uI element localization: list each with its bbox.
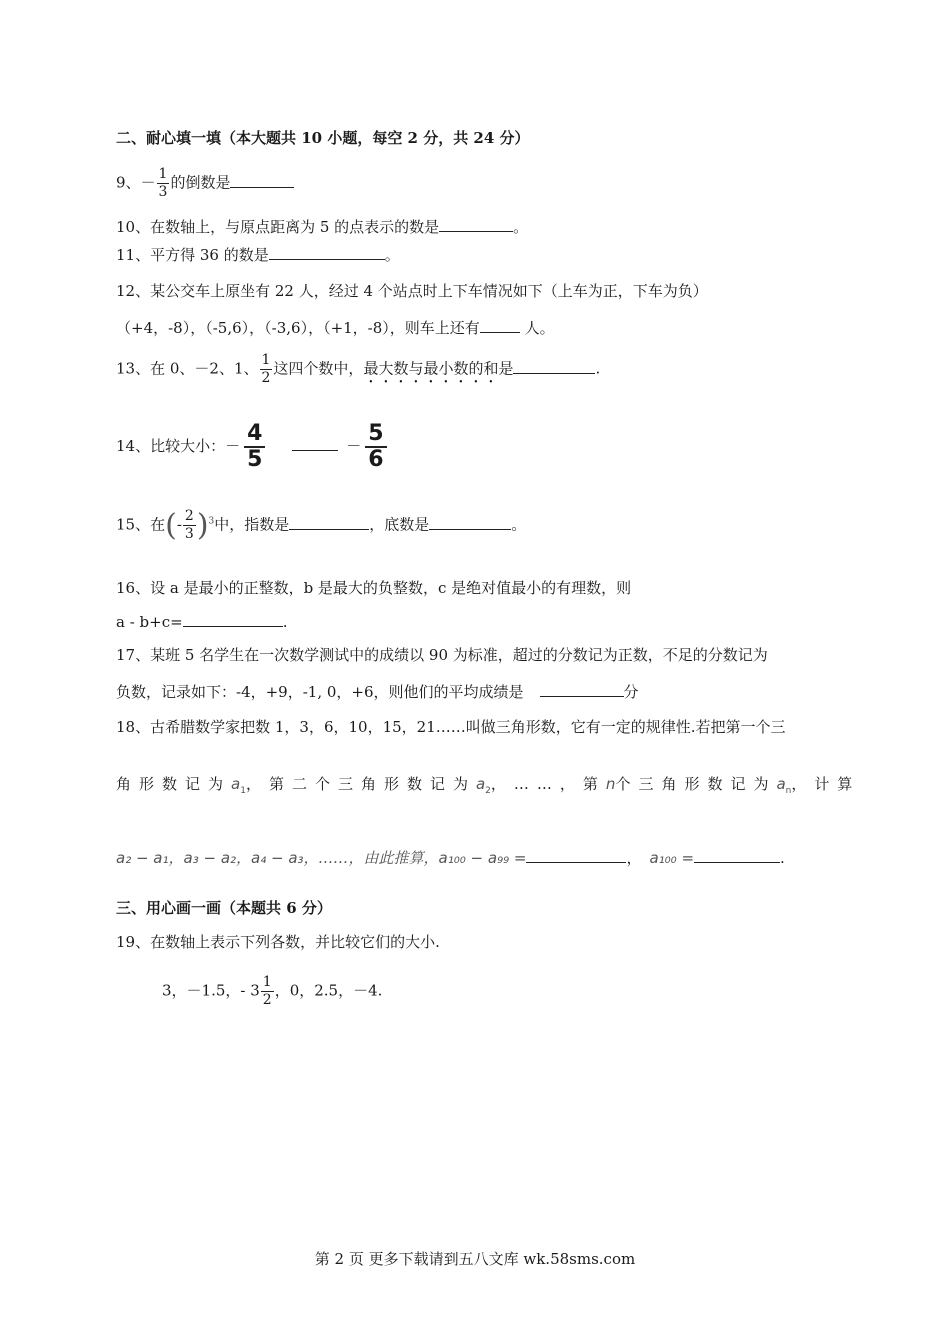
q13-emphasis: 最大数与最小数的和 bbox=[363, 359, 499, 378]
q9-denominator: 3 bbox=[158, 184, 168, 200]
q16-answer-blank[interactable] bbox=[183, 612, 283, 627]
q17-records: 负数，记录如下：-4，+9，-1, 0，+6，则他们的平均成绩是 bbox=[116, 683, 524, 701]
q13-text: 这四个数中， bbox=[273, 359, 364, 378]
q18-an-sub: n bbox=[785, 786, 792, 796]
question-19: 19、在数轴上表示下列各数，并比较它们的大小. bbox=[116, 933, 440, 951]
question-18-line-3 bbox=[116, 848, 785, 868]
q19-numerator: 1 bbox=[262, 974, 272, 990]
q12-end: 人。 bbox=[519, 319, 555, 337]
q18-a2-symbol: a bbox=[475, 775, 486, 793]
q18-a100-blank[interactable] bbox=[694, 848, 780, 863]
q15-prefix: 15、在 bbox=[116, 515, 166, 534]
q15-mid: 中，指数是 bbox=[214, 515, 290, 534]
q15-right-paren: ) bbox=[196, 507, 209, 543]
q15-left-paren: ( bbox=[165, 507, 177, 543]
q10-answer-blank[interactable] bbox=[439, 217, 513, 232]
question-14 bbox=[116, 422, 391, 472]
q17-end: 分 bbox=[623, 683, 639, 701]
q9-fraction bbox=[157, 166, 170, 201]
q13-text-2: 是 bbox=[498, 359, 514, 378]
q14-fraction-b bbox=[365, 422, 386, 472]
q13-end: . bbox=[595, 359, 601, 378]
q18-a2-sub: 2 bbox=[485, 786, 491, 796]
q16-end: . bbox=[282, 613, 288, 631]
q18-a100: a₁₀₀ = bbox=[649, 849, 695, 867]
q10-end: 。 bbox=[513, 218, 529, 236]
question-16-line-2 bbox=[116, 612, 287, 632]
q14-a-numerator: 4 bbox=[244, 422, 265, 448]
q15-exponent-blank[interactable] bbox=[289, 515, 369, 530]
question-12-line-2 bbox=[116, 318, 555, 338]
q18-diff-blank[interactable] bbox=[526, 848, 626, 863]
q18-text-d: 个三角形数记为 bbox=[615, 775, 777, 793]
q12-records: （+4，-8），（-5,6），（-3,6），（+1，-8），则车上还有 bbox=[116, 319, 480, 337]
question-11 bbox=[116, 245, 400, 265]
q14-prefix: 14、比较大小：－ bbox=[116, 437, 241, 455]
q18-diff-100-99: a₁₀₀ − a₉₉ = bbox=[438, 849, 527, 867]
q15-exponent: 3 bbox=[208, 516, 215, 527]
q14-b-denominator: 6 bbox=[368, 447, 384, 472]
q18-a1-sub: 1 bbox=[240, 786, 246, 796]
section-2-title: 二、耐心填一填（本大题共 10 小题，每空 2 分，共 24 分） bbox=[116, 129, 530, 147]
q15-base-blank[interactable] bbox=[429, 515, 511, 530]
question-17-line-2 bbox=[116, 682, 639, 702]
q15-minus: - bbox=[176, 515, 182, 534]
question-15 bbox=[116, 508, 526, 543]
q9-text: 的倒数是 bbox=[170, 173, 231, 192]
q18-a1-symbol: a bbox=[231, 775, 241, 793]
q11-text: 11、平方得 36 的数是 bbox=[116, 246, 269, 264]
q18-comma: ， bbox=[626, 849, 642, 867]
q14-answer-blank[interactable] bbox=[292, 436, 338, 451]
question-19-numbers bbox=[162, 974, 382, 1009]
q18-text-a: 角形数记为 bbox=[116, 775, 232, 793]
q15-denominator: 3 bbox=[184, 526, 194, 542]
q18-end: . bbox=[780, 849, 785, 867]
q13-fraction bbox=[260, 352, 273, 387]
q19-numbers-a: 3，－1.5，- 3 bbox=[162, 981, 260, 1000]
question-16-line-1: 16、设 a 是最小的正整数，b 是最大的负整数，c 是绝对值最小的有理数，则 bbox=[116, 579, 632, 597]
q16-expression: a - b+c= bbox=[116, 613, 183, 631]
q11-end: 。 bbox=[384, 246, 400, 264]
q18-differences: a₂ − a₁，a₃ − a₂，a₄ − a₃，……，由此推算， bbox=[116, 849, 439, 867]
question-18-line-2 bbox=[116, 774, 861, 801]
q15-end: 。 bbox=[511, 515, 527, 534]
q13-numerator: 1 bbox=[261, 352, 271, 368]
question-18-line-1: 18、古希腊数学家把数 1，3，6，10，15，21……叫做三角形数，它有一定的规律性.若把第一个三 bbox=[116, 718, 786, 736]
q15-mid-2: ，底数是 bbox=[369, 515, 430, 534]
q18-a1 bbox=[231, 774, 246, 801]
q18-text-b: ，第二个三角形数记为 bbox=[245, 775, 476, 793]
q13-prefix: 13、在 0、－2、1、 bbox=[116, 359, 259, 378]
q18-a2 bbox=[476, 774, 491, 801]
q11-answer-blank[interactable] bbox=[269, 245, 385, 260]
question-17-line-1: 17、某班 5 名学生在一次数学测试中的成绩以 90 为标准，超过的分数记为正数，不足的分数记为 bbox=[116, 646, 768, 664]
q18-an-symbol: a bbox=[776, 775, 786, 793]
q19-fraction bbox=[261, 974, 274, 1009]
question-12-line-1: 12、某公交车上原坐有 22 人，经过 4 个站点时上下车情况如下（上车为正，下车为负） bbox=[116, 282, 708, 300]
q17-answer-blank[interactable] bbox=[540, 682, 624, 697]
q10-text: 10、在数轴上，与原点距离为 5 的点表示的数是 bbox=[116, 218, 440, 236]
section-3-title: 三、用心画一画（本题共 6 分） bbox=[116, 899, 332, 917]
q14-fraction-a bbox=[244, 422, 265, 472]
q14-a-denominator: 5 bbox=[247, 447, 263, 472]
q14-minus: － bbox=[346, 437, 362, 455]
q12-answer-blank[interactable] bbox=[480, 318, 520, 333]
q9-answer-blank[interactable] bbox=[230, 173, 294, 188]
q18-n-symbol: n bbox=[605, 775, 616, 793]
q18-an bbox=[776, 774, 791, 801]
q15-numerator: 2 bbox=[184, 508, 194, 524]
page-footer: 第 2 页 更多下载请到五八文库 wk.58sms.com bbox=[314, 1250, 636, 1268]
q18-text-e: ，计算 bbox=[791, 775, 861, 793]
q15-fraction bbox=[183, 508, 196, 543]
question-9 bbox=[116, 166, 294, 201]
question-13 bbox=[116, 352, 600, 387]
question-10 bbox=[116, 217, 528, 237]
q13-answer-blank[interactable] bbox=[513, 359, 595, 374]
q18-text-c: ，……，第 bbox=[490, 775, 606, 793]
q9-prefix: 9、－ bbox=[116, 173, 156, 192]
q13-denominator: 2 bbox=[261, 370, 271, 386]
q9-numerator: 1 bbox=[158, 166, 168, 182]
q14-b-numerator: 5 bbox=[365, 422, 386, 448]
q19-numbers-b: ，0，2.5，－4. bbox=[274, 981, 383, 1000]
q19-denominator: 2 bbox=[262, 992, 272, 1008]
